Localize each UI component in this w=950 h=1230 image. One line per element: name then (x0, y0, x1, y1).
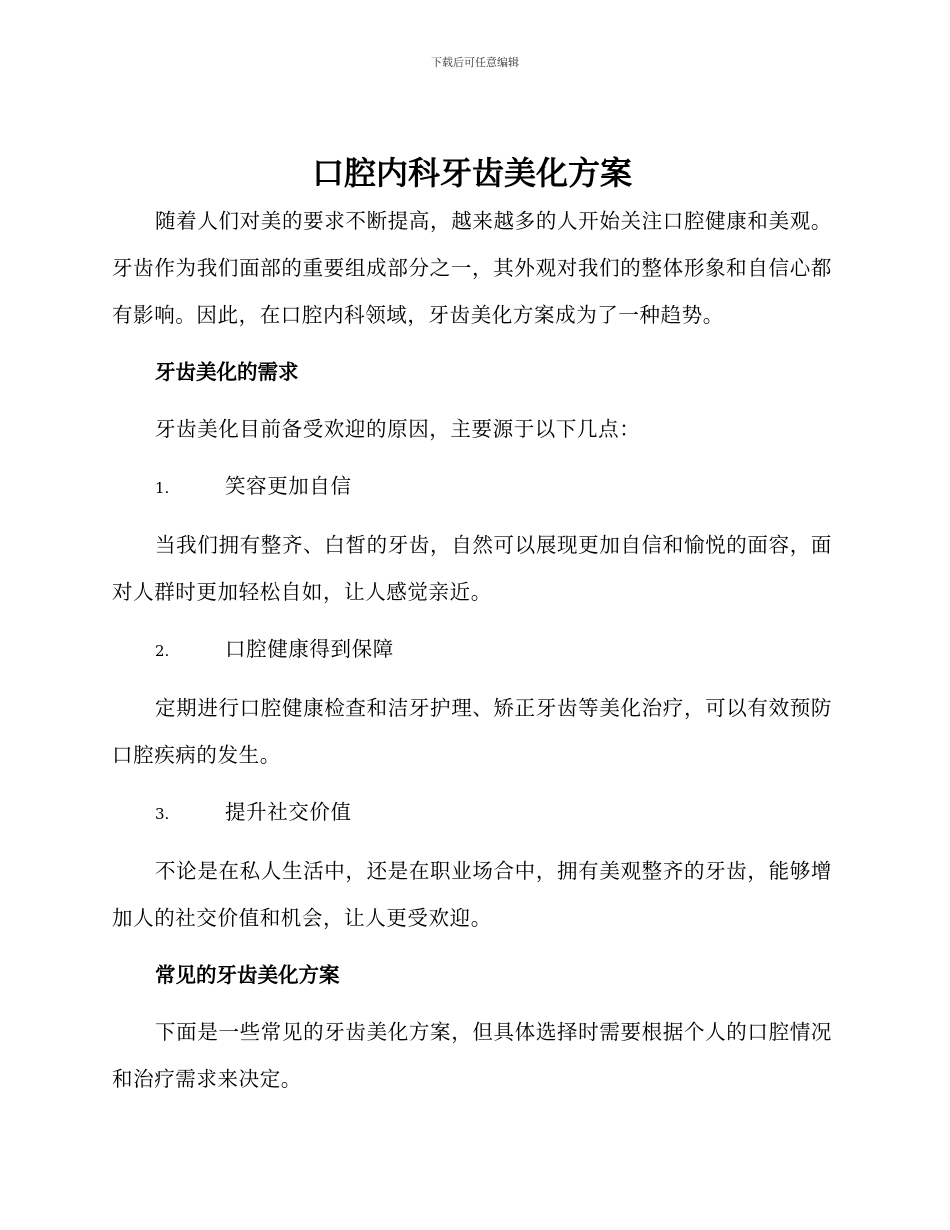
list-item-3 (112, 789, 832, 838)
list-item-body: 不论是在私人生活中，还是在职业场合中，拥有美观整齐的牙齿，能够增加人的社交价值和机会，让人更受欢迎。 (112, 859, 832, 930)
section-heading-needs: 牙齿美化的需求 (155, 360, 299, 384)
list-label: 笑容更加自信 (225, 474, 352, 498)
list-number: 3. (155, 805, 170, 823)
list-label: 提升社交价值 (225, 800, 352, 824)
list-item-body: 当我们拥有整齐、白皙的牙齿，自然可以展现更加自信和愉悦的面容，面对人群时更加轻松自如，让人感觉亲近。 (112, 533, 832, 604)
document-title: 口腔内科牙齿美化方案 (311, 154, 632, 192)
list-item-body: 定期进行口腔健康检查和洁牙护理、矫正牙齿等美化治疗，可以有效预防口腔疾病的发生。 (112, 696, 832, 767)
section-lead-paragraph: 牙齿美化目前备受欢迎的原因，主要源于以下几点： (155, 417, 641, 441)
section-lead-paragraph: 下面是一些常见的牙齿美化方案，但具体选择时需要根据个人的口腔情况和治疗需求来决定。 (112, 1020, 832, 1091)
list-label: 口腔健康得到保障 (225, 637, 394, 661)
list-item-1 (112, 463, 832, 512)
document-body (112, 150, 832, 1103)
page-header-note: 下载后可任意编辑 (431, 56, 519, 69)
list-number: 2. (155, 642, 170, 660)
list-item-2 (112, 626, 832, 675)
section-heading-common-plans: 常见的牙齿美化方案 (155, 963, 340, 987)
intro-paragraph: 随着人们对美的要求不断提高，越来越多的人开始关注口腔健康和美观。牙齿作为我们面部的重要组成部分之一，其外观对我们的整体形象和自信心都有影响。因此，在口腔内科领域，牙齿美化方案成为了一种趋势。 (112, 209, 832, 327)
list-number: 1. (155, 479, 170, 497)
